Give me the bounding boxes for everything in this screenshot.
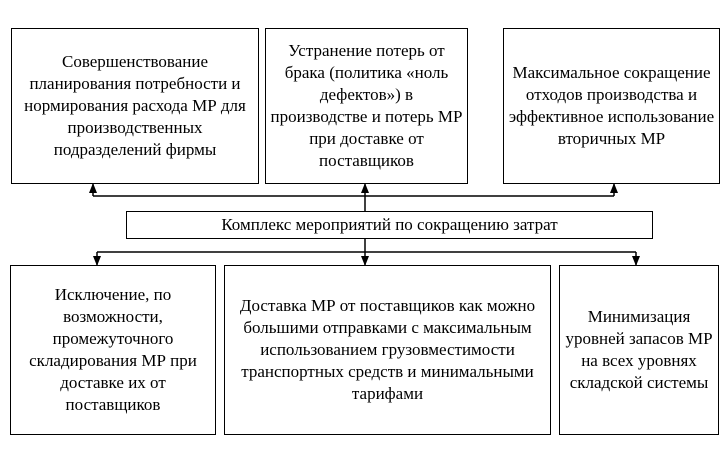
top-box-defects <box>265 28 468 184</box>
top-box-defects-text: Устранение потерь от брака (политика «ноль дефектов») в производстве и потерь МР при доставке от поставщиков <box>270 41 463 170</box>
bottom-box-delivery-text: Доставка МР от поставщиков как можно большими отправками с максимальным использованием грузовместимости транспортных средств и минимальными тарифами <box>239 296 536 403</box>
bottom-box-inventory <box>559 265 719 435</box>
bottom-box-inventory-text: Минимизация уровней запасов МР на всех уровнях складской системы <box>565 307 713 392</box>
center-box <box>126 211 653 239</box>
bottom-box-storage-text: Исключение, по возможности, промежуточного складирования МР при доставке их от поставщиков <box>29 285 197 414</box>
top-box-waste <box>503 28 720 184</box>
top-box-planning <box>11 28 259 184</box>
center-box-text: Комплекс мероприятий по сокращению затрат <box>221 215 558 234</box>
top-box-waste-text: Максимальное сокращение отходов производства и эффективное использование вторичных МР <box>508 63 715 148</box>
bottom-box-delivery <box>224 265 551 435</box>
bottom-box-storage <box>10 265 216 435</box>
top-box-planning-text: Совершенствование планирования потребности и нормирования расхода МР для производственных подразделений фирмы <box>24 52 246 159</box>
